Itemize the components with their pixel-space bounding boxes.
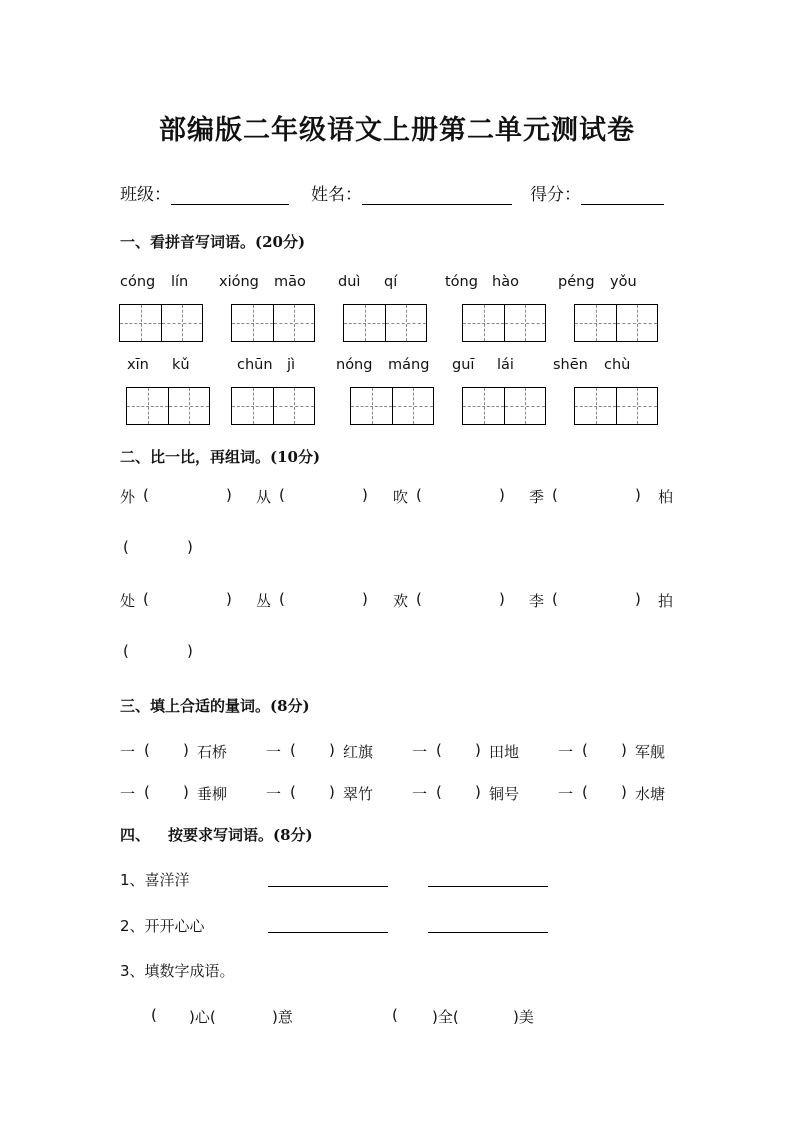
section4-heading-number: 四、 xyxy=(120,826,151,844)
measure-prefix: 一 xyxy=(558,743,574,761)
measure-noun: 石桥 xyxy=(197,743,228,761)
class-blank[interactable] xyxy=(171,186,289,205)
measure-prefix: 一 xyxy=(412,743,428,761)
paren-close: ) xyxy=(183,741,189,759)
score-blank[interactable] xyxy=(581,186,664,205)
paren-open: ( xyxy=(436,783,442,801)
pinyin: lín xyxy=(171,274,189,290)
paren-open: ( xyxy=(144,783,150,801)
paren-close: ) xyxy=(621,741,627,759)
paren-close: ) xyxy=(329,783,335,801)
paren-close: ) xyxy=(183,783,189,801)
section3-heading: 三、填上合适的量词。(8分) xyxy=(120,697,310,715)
paren-open: ( xyxy=(143,590,149,608)
score-field xyxy=(530,180,664,205)
paren-close: ) xyxy=(635,486,641,504)
paren-open: ( xyxy=(279,590,285,608)
answer-line[interactable] xyxy=(428,885,548,887)
writing-grid[interactable] xyxy=(126,387,210,425)
writing-grid[interactable] xyxy=(350,387,434,425)
pinyin: duì xyxy=(338,274,361,290)
paren-open: ( xyxy=(290,783,296,801)
paren-close: ) xyxy=(499,486,505,504)
measure-noun: 翠竹 xyxy=(343,785,374,803)
paren-close: ) xyxy=(226,486,232,504)
section1-heading: 一、看拼音写词语。(20分) xyxy=(120,233,306,251)
section2-heading: 二、比一比，再组词。(10分) xyxy=(120,448,321,466)
writing-grid[interactable] xyxy=(343,304,427,342)
paren-close: ) xyxy=(621,783,627,801)
pinyin: shēn xyxy=(553,357,588,373)
idiom-part: ( xyxy=(392,1006,398,1024)
compare-char: 从 xyxy=(256,488,272,506)
paren-close: ) xyxy=(187,642,193,660)
writing-grid[interactable] xyxy=(462,304,546,342)
compare-char: 处 xyxy=(120,592,136,610)
measure-noun: 铜号 xyxy=(489,785,520,803)
paren-open: ( xyxy=(143,486,149,504)
paren-close: ) xyxy=(362,590,368,608)
pinyin: yǒu xyxy=(610,274,637,290)
pinyin: hào xyxy=(492,274,519,290)
paren-close: ) xyxy=(226,590,232,608)
paren-close: ) xyxy=(499,590,505,608)
measure-noun: 军舰 xyxy=(635,743,666,761)
question-item: 3、填数字成语。 xyxy=(120,962,235,980)
section4-heading: 按要求写词语。(8分) xyxy=(168,826,313,844)
idiom-part: )心( xyxy=(189,1008,216,1026)
pinyin: péng xyxy=(558,274,595,290)
pinyin: qí xyxy=(384,274,398,290)
measure-noun: 红旗 xyxy=(343,743,374,761)
idiom-part: ( xyxy=(151,1006,157,1024)
measure-prefix: 一 xyxy=(558,785,574,803)
pinyin: xióng xyxy=(219,274,259,290)
name-field xyxy=(311,180,512,205)
paren-close: ) xyxy=(187,538,193,556)
paren-close: ) xyxy=(475,741,481,759)
paren-open: ( xyxy=(582,741,588,759)
page-title: 部编版二年级语文上册第二单元测试卷 xyxy=(159,115,635,146)
paren-open: ( xyxy=(279,486,285,504)
pinyin: guī xyxy=(452,357,475,373)
pinyin: tóng xyxy=(445,274,478,290)
pinyin: chūn xyxy=(237,357,273,373)
answer-line[interactable] xyxy=(428,931,548,933)
compare-char: 欢 xyxy=(393,592,409,610)
pinyin: lái xyxy=(497,357,514,373)
pinyin: chù xyxy=(604,357,631,373)
compare-char: 丛 xyxy=(256,592,272,610)
paren-open: ( xyxy=(144,741,150,759)
compare-char: 外 xyxy=(120,488,136,506)
answer-line[interactable] xyxy=(268,885,388,887)
paren-open: ( xyxy=(552,486,558,504)
paren-close: ) xyxy=(635,590,641,608)
paren-open: ( xyxy=(290,741,296,759)
question-item: 2、开开心心 xyxy=(120,917,205,935)
paren-open: ( xyxy=(416,590,422,608)
measure-noun: 垂柳 xyxy=(197,785,228,803)
class-label: 班级： xyxy=(120,185,171,205)
writing-grid[interactable] xyxy=(231,387,315,425)
compare-char: 吹 xyxy=(393,488,409,506)
paren-open: ( xyxy=(123,642,129,660)
writing-grid[interactable] xyxy=(119,304,203,342)
pinyin: cóng xyxy=(120,274,156,290)
compare-char: 拍 xyxy=(658,592,674,610)
measure-noun: 水塘 xyxy=(635,785,666,803)
paren-close: ) xyxy=(475,783,481,801)
measure-noun: 田地 xyxy=(489,743,520,761)
compare-char: 李 xyxy=(529,592,545,610)
paren-open: ( xyxy=(552,590,558,608)
name-label: 姓名： xyxy=(311,185,362,205)
compare-char: 柏 xyxy=(658,488,674,506)
paren-open: ( xyxy=(416,486,422,504)
writing-grid[interactable] xyxy=(462,387,546,425)
writing-grid[interactable] xyxy=(574,304,658,342)
paren-open: ( xyxy=(123,538,129,556)
measure-prefix: 一 xyxy=(120,743,136,761)
idiom-part: )全( xyxy=(432,1008,459,1026)
pinyin: xīn xyxy=(127,357,149,373)
writing-grid[interactable] xyxy=(231,304,315,342)
paren-open: ( xyxy=(436,741,442,759)
score-label: 得分： xyxy=(530,185,581,205)
pinyin: máng xyxy=(388,357,430,373)
pinyin: māo xyxy=(274,274,306,290)
compare-char: 季 xyxy=(529,488,545,506)
pinyin: kǔ xyxy=(172,357,190,373)
measure-prefix: 一 xyxy=(120,785,136,803)
idiom-part: )美 xyxy=(513,1008,534,1026)
pinyin: jì xyxy=(287,357,296,373)
paren-open: ( xyxy=(582,783,588,801)
idiom-part: )意 xyxy=(272,1008,293,1026)
name-blank[interactable] xyxy=(362,186,512,205)
paren-close: ) xyxy=(329,741,335,759)
class-field xyxy=(120,180,289,205)
question-item: 1、喜洋洋 xyxy=(120,871,190,889)
writing-grid[interactable] xyxy=(574,387,658,425)
paren-close: ) xyxy=(362,486,368,504)
measure-prefix: 一 xyxy=(266,743,282,761)
measure-prefix: 一 xyxy=(266,785,282,803)
measure-prefix: 一 xyxy=(412,785,428,803)
pinyin: nóng xyxy=(336,357,373,373)
answer-line[interactable] xyxy=(268,931,388,933)
